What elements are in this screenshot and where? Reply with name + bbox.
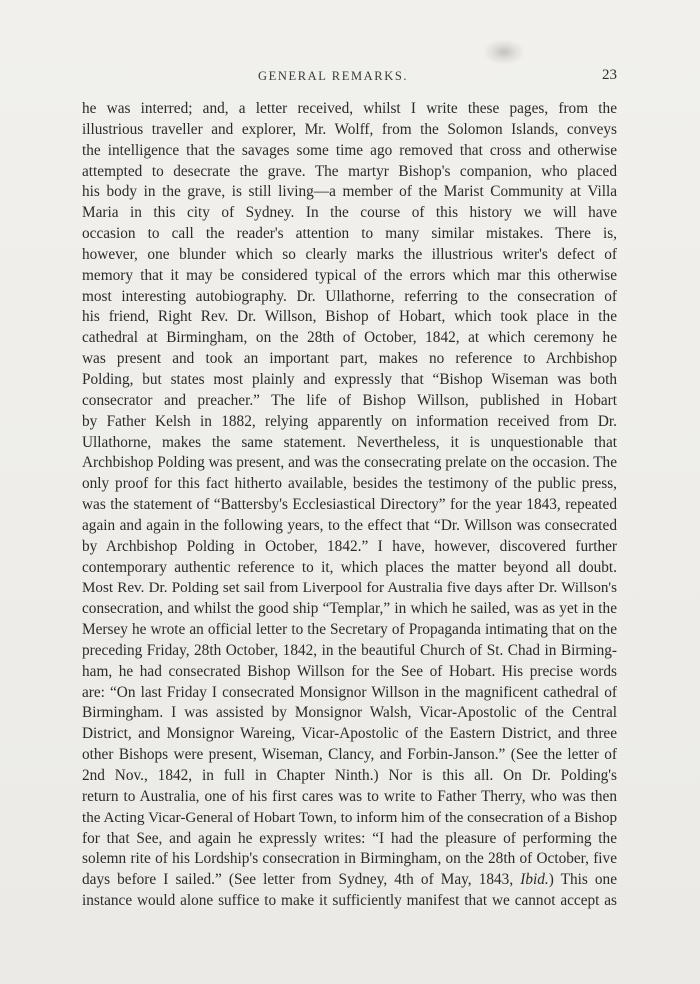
text-line: Archbishop Polding was present, and was the consecrating prelate on the occasion. The	[82, 454, 617, 472]
text-line: by Father Kelsh in 1882, relying apparently on information received from Dr.	[82, 412, 617, 430]
text-line: consecrator and preacher.” The life of Bishop Willson, published in Hobart	[82, 391, 617, 409]
text-line: solemn rite of his Lordship's consecration in Birmingham, on the 28th of October, five	[82, 850, 617, 868]
text-line: return to Australia, one of his first cares was to write to Father Therry, who was then	[82, 787, 617, 805]
text-line: cathedral at Birmingham, on the 28th of October, 1842, at which ceremony he	[82, 329, 617, 347]
text-line: illustrious traveller and explorer, Mr. Wolff, from the Solomon Islands, conveys	[82, 120, 617, 138]
text-line: he was interred; and, a letter received, whilst I write these pages, from the	[82, 100, 617, 117]
text-line: however, one blunder which so clearly marks the illustrious writer's defect of	[82, 245, 617, 263]
text-line: the intelligence that the savages some time ago removed that cross and otherwise	[82, 141, 617, 159]
running-head-title: GENERAL REMARKS.	[258, 69, 409, 83]
text-line: the Acting Vicar-General of Hobart Town, to inform him of the consecration of a Bishop	[82, 809, 617, 826]
page-number: 23	[602, 67, 617, 83]
text-line: instance would alone suffice to make it sufficiently manifest that we cannot accept as	[82, 892, 617, 910]
text-line: other Bishops were present, Wiseman, Clancy, and Forbin-Janson.” (See the letter of	[82, 746, 617, 764]
text-line: memory that it may be considered typical of the errors which mar this otherwise	[82, 266, 617, 284]
text-line: Mersey he wrote an official letter to the Secretary of Propaganda intimating that on the	[82, 621, 617, 639]
text-line: Maria in this city of Sydney. In the course of this history we will have	[82, 204, 617, 222]
ink-smudge	[484, 40, 524, 64]
text-line: are: “On last Friday I consecrated Monsignor Willson in the magnificent cathedral of	[82, 683, 617, 701]
text-line: Birmingham. I was assisted by Monsignor Walsh, Vicar-Apostolic of the Central	[82, 704, 617, 722]
text-line: most interesting autobiography. Dr. Ullathorne, referring to the consecration of	[82, 287, 617, 305]
text-line: attempted to desecrate the grave. The martyr Bishop's companion, who placed	[82, 162, 617, 180]
text-line: for that See, and again he expressly writes: “I had the pleasure of performing the	[82, 829, 617, 847]
text-line: only proof for this fact hitherto available, besides the testimony of the public press,	[82, 475, 617, 493]
text-line: District, and Monsignor Wareing, Vicar-Apostolic of the Eastern District, and three	[82, 725, 617, 743]
text-line: was present and took an important part, makes no reference to Archbishop	[82, 350, 617, 368]
text-line: Ullathorne, makes the same statement. Nevertheless, it is unquestionable that	[82, 433, 617, 451]
text-line: consecration, and whilst the good ship “Templar,” in which he sailed, was as yet in the	[82, 600, 617, 618]
text-line: contemporary authentic reference to it, which places the matter beyond all doubt.	[82, 558, 617, 576]
text-line: his body in the grave, is still living—a member of the Marist Community at Villa	[82, 183, 617, 201]
text-line: occasion to call the reader's attention to many similar mistakes. There is,	[82, 225, 617, 243]
text-line: 2nd Nov., 1842, in full in Chapter Ninth.) Nor is this all. On Dr. Polding's	[82, 767, 617, 784]
text-line: Most Rev. Dr. Polding set sail from Liverpool for Australia five days after Dr. Willson's	[82, 580, 617, 597]
text-line: again and again in the following years, to the effect that “Dr. Willson was consecrated	[82, 516, 617, 534]
body-text	[82, 99, 617, 912]
running-head	[0, 67, 700, 87]
text-line: his friend, Right Rev. Dr. Willson, Bishop of Hobart, which took place in the	[82, 308, 617, 326]
text-line: days before I sailed.” (See letter from Sydney, 4th of May, 1843, Ibid.) This one	[82, 871, 617, 889]
text-line: preceding Friday, 28th October, 1842, in the beautiful Church of St. Chad in Birming-	[82, 641, 617, 659]
text-line: was the statement of “Battersby's Ecclesiastical Directory” for the year 1843, repeated	[82, 496, 617, 514]
text-line: ham, he had consecrated Bishop Willson for the See of Hobart. His precise words	[82, 662, 617, 680]
text-line: by Archbishop Polding in October, 1842.” I have, however, discovered further	[82, 537, 617, 555]
text-line: Polding, but states most plainly and expressly that “Bishop Wiseman was both	[82, 370, 617, 388]
